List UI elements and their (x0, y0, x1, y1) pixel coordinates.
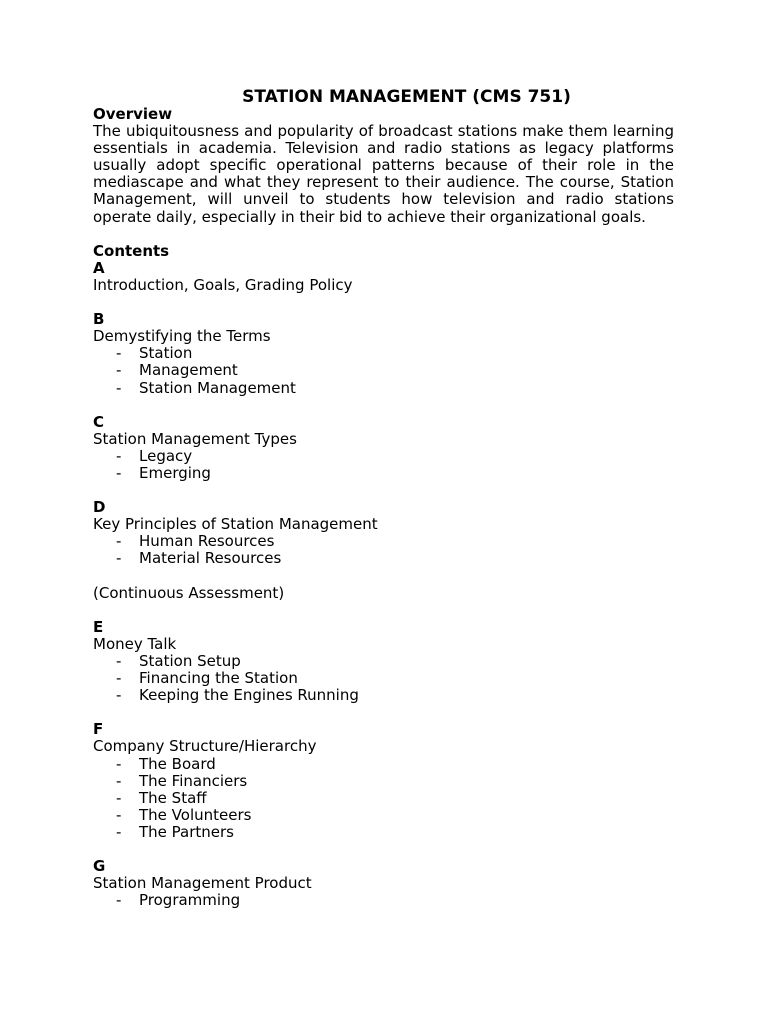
dash-bullet: - (116, 361, 122, 380)
section-g (93, 858, 674, 909)
list-item-text: Management (139, 361, 238, 380)
list-item-text: Legacy (139, 446, 193, 465)
spacer (93, 226, 674, 243)
section-e (93, 619, 674, 704)
spacer (93, 568, 674, 585)
list-item (93, 687, 674, 704)
section-letter: F (93, 720, 104, 739)
list-item-text: The Board (139, 754, 216, 773)
spacer (93, 602, 674, 619)
spacer (93, 482, 674, 499)
dash-bullet: - (116, 805, 122, 824)
list-item (93, 892, 674, 909)
dash-bullet: - (116, 344, 122, 363)
bullet-list (93, 533, 674, 567)
list-item-text: Material Resources (139, 549, 282, 568)
list-item-text: Keeping the Engines Running (139, 686, 359, 705)
list-item-text: The Volunteers (139, 805, 252, 824)
list-item (93, 448, 674, 465)
list-item (93, 756, 674, 773)
section-b (93, 311, 674, 396)
dash-bullet: - (116, 549, 122, 568)
list-item (93, 550, 674, 567)
list-item (93, 362, 674, 379)
list-item-text: The Staff (139, 788, 207, 807)
section-letter: G (93, 857, 106, 876)
dash-bullet: - (116, 788, 122, 807)
document-title: STATION MANAGEMENT (CMS 751) (242, 87, 571, 107)
list-item-text: The Financiers (139, 771, 248, 790)
dash-bullet: - (116, 446, 122, 465)
dash-bullet: - (116, 463, 122, 482)
section-title: Company Structure/Hierarchy (93, 737, 317, 756)
list-item (93, 465, 674, 482)
spacer (93, 841, 674, 858)
section-letter: A (93, 258, 105, 277)
dash-bullet: - (116, 891, 122, 910)
dash-bullet: - (116, 652, 122, 670)
section-title: Demystifying the Terms (93, 327, 271, 346)
list-item (93, 533, 674, 550)
list-item-text: Programming (139, 891, 241, 910)
list-item (93, 790, 674, 807)
section-title: Money Talk (93, 634, 177, 653)
dash-bullet: - (116, 669, 122, 688)
dash-bullet: - (116, 378, 122, 397)
bullet-list (93, 345, 674, 396)
section-letter: C (93, 412, 105, 431)
section-letter: E (93, 617, 104, 636)
dash-bullet: - (116, 771, 122, 790)
section-letter: B (93, 310, 105, 329)
section-d (93, 499, 674, 567)
spacer (93, 704, 674, 721)
bullet-list (93, 756, 674, 841)
list-item-text: Human Resources (139, 532, 275, 551)
list-item (93, 807, 674, 824)
overview-heading: Overview (93, 105, 173, 123)
document-body (93, 106, 674, 909)
list-item-text: Station Management (139, 378, 296, 397)
section-f (93, 721, 674, 841)
section-title: Key Principles of Station Management (93, 515, 378, 534)
dash-bullet: - (116, 822, 122, 841)
list-item-text: Station Setup (139, 652, 241, 670)
section-title: Introduction, Goals, Grading Policy (93, 275, 353, 294)
section-title: Station Management Product (93, 874, 312, 893)
assessment-note: (Continuous Assessment) (93, 583, 285, 602)
section-letter: D (93, 498, 106, 517)
bullet-list (93, 448, 674, 482)
bullet-list (93, 653, 674, 704)
list-item-text: Emerging (139, 463, 211, 482)
list-item (93, 824, 674, 841)
spacer (93, 397, 674, 414)
section-c (93, 414, 674, 482)
contents-heading: Contents (93, 241, 170, 260)
section-a (93, 260, 674, 294)
list-item (93, 773, 674, 790)
dash-bullet: - (116, 686, 122, 705)
overview-paragraph: The ubiquitousness and popularity of broadcast stations make them learning essentials in academia. Television and radio stations as legacy platforms usually adopt specific operational patterns because of their role in the mediascape and what they represent to their audience. The course, Station Management, will unveil to students how television and radio stations operate daily, especially in their bid to achieve their organizational goals. (93, 122, 674, 226)
dash-bullet: - (116, 532, 122, 551)
section-title: Station Management Types (93, 429, 297, 448)
list-item-text: Station (139, 344, 193, 363)
list-item-text: The Partners (139, 822, 234, 841)
list-item (93, 345, 674, 362)
list-item (93, 670, 674, 687)
bullet-list (93, 892, 674, 909)
list-item (93, 653, 674, 670)
dash-bullet: - (116, 754, 122, 773)
list-item (93, 380, 674, 397)
list-item-text: Financing the Station (139, 669, 298, 688)
spacer (93, 294, 674, 311)
